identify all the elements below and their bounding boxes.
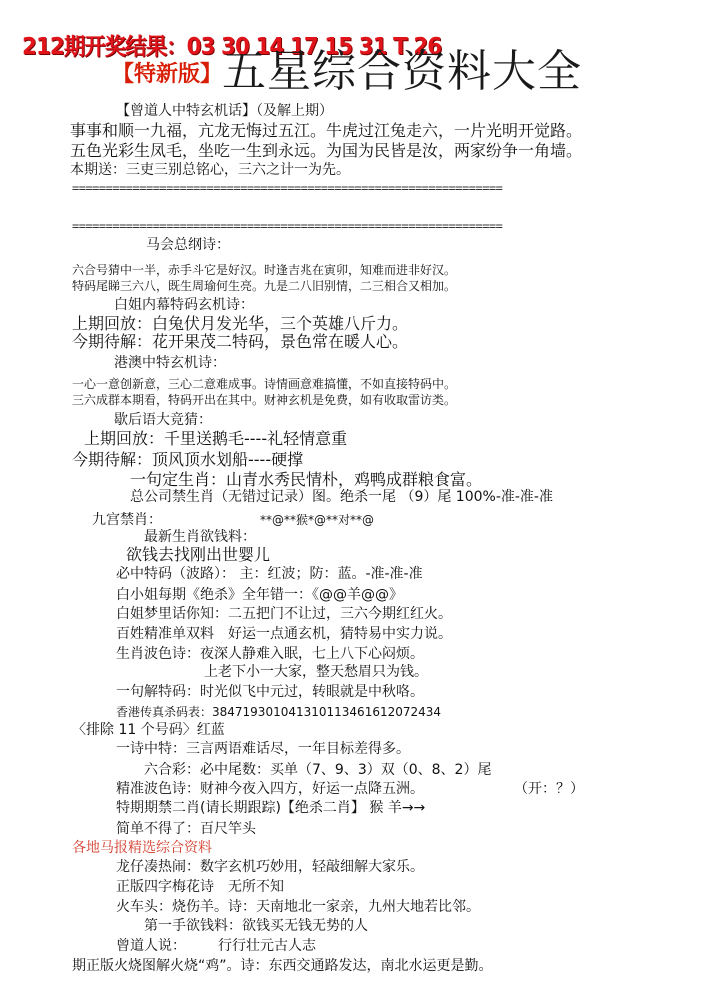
- hint-header: 【曾道人中特玄机话】（及解上期）: [116, 103, 333, 119]
- hint-line-1: 事事和顺一九福，亢龙无悔过五江。牛虎过江兔走六，一片光明开觉路。: [70, 121, 583, 140]
- qian-value: 欲钱去找刚出世婴儿: [126, 545, 271, 564]
- gang-title: 港澳中特玄机诗：: [114, 355, 226, 371]
- shi-line: 一诗中特：三言两语难话尽，一年目标差得多。: [116, 741, 410, 757]
- paichu-line: 〈排除 11 个号码〉红蓝: [72, 722, 225, 738]
- horse-line-2: 特码尾睇三六八，既生周瑜何生亮。九是二八旧别情，二三相合又相加。: [72, 279, 457, 293]
- qian-title: 最新生肖欲钱料：: [144, 529, 256, 545]
- hk-kill-table: 香港传真杀码表：38471930104131011346161207243​4: [116, 705, 442, 719]
- xie-now: 今期待解：顶风顶水划船----硬撑: [72, 450, 304, 469]
- jiugong-label: 九宫禁肖：: [92, 512, 162, 528]
- xiaojie-line: 白小姐每期《绝杀》全年错一：《@@羊@@》: [116, 587, 403, 603]
- longzi-line: 龙仔凑热闹：数字玄机巧妙用，轻敲细解大家乐。: [116, 859, 424, 875]
- zengdao-label: 曾道人说：: [116, 938, 186, 954]
- teqi-line: 特期期禁二肖(请长期跟踪)【绝杀二肖】 猴 羊→→: [116, 800, 426, 816]
- dream-line: 白姐梦里话你知：二五把门不让过，三六今期红红火。: [116, 606, 452, 622]
- huoche-line: 火车头：烧伤羊。诗：天南地北一家亲，九州大地若比邻。: [116, 899, 480, 915]
- hint-line-3: 本期送：三吏三别总铭心，三六之计一为先。: [70, 162, 350, 178]
- bizhong-line: 必中特码（波路）： 主：红波；防：蓝。-准-准-准: [116, 566, 423, 582]
- divider-1: ================================================================: [72, 181, 503, 195]
- edition-badge: 【特新版】: [112, 62, 223, 87]
- bose-line-2: 上老下小一大家，整天愁眉只为钱。: [204, 664, 428, 680]
- xie-prev: 上期回放：千里送鹅毛----礼轻情意重: [84, 429, 348, 448]
- divider-2: ================================================================: [72, 219, 503, 233]
- zhengban-line: 正版四字梅花诗 无所不知: [116, 879, 284, 895]
- kai-note: （开：？）: [514, 781, 584, 797]
- jingzhun-line: 精准波色诗：财神今夜入四方，好运一点降五洲。: [116, 781, 424, 797]
- yiju2-line: 一句解特码：时光似飞中元过，转眼就是中秋咯。: [116, 684, 424, 700]
- jiandan-line: 简单不得了：百尺竿头: [116, 821, 256, 837]
- last-line: 期正版火烧图解火烧“鸡”。诗：东西交通路发达，南北水运更是勤。: [72, 958, 493, 974]
- bose-line-1: 生肖波色诗：夜深人静难入眠，七上八下心闷烦。: [116, 646, 424, 662]
- hint-line-2: 五色光彩生凤毛，坐吃一生到永远。为国为民皆是汝，两家纷争一角墙。: [70, 141, 583, 160]
- zengdao-value: 行行壮元古人志: [218, 938, 316, 954]
- horse-title: 马会总纲诗：: [146, 237, 230, 253]
- bai-now: 今期待解：花开果茂二特码，景色常在暖人心。: [72, 332, 409, 351]
- diyishou-line: 第一手欲钱料：欲钱买无钱无势的人: [144, 918, 368, 934]
- baite-line: 百姓精准单双料 好运一点通玄机，猜特易中实力说。: [116, 626, 452, 642]
- gang-line-1: 一心一意创新意，三心二意难成事。诗情画意难搞懂，不如直接特码中。: [72, 377, 457, 391]
- yiju-line: 一句定生肖：山青水秀民情朴，鸡鸭成群粮食富。: [130, 470, 483, 489]
- jiugong-value: **@**猴*@**对**@: [260, 513, 375, 527]
- draw-result-headline: 212期开奖结果：03 30 14 17 15 31 T 26: [22, 34, 442, 60]
- xie-title: 歇后语大竞猜：: [114, 412, 212, 428]
- gedi-heading: 各地马报精选综合资料: [72, 840, 212, 856]
- liuhe-line: 六合彩：必中尾数：买单（7、9、3）双（0、8、2）尾: [144, 762, 492, 778]
- zong-line: 总公司禁生肖（无错过记录）图。绝杀一尾 （9）尾 100%-准-准-准: [130, 489, 553, 505]
- horse-line-1: 六合号猜中一半，赤手斗它是好汉。时逢吉兆在寅卯，知难而进非好汉。: [72, 263, 457, 277]
- bai-title: 白姐内幕特码玄机诗：: [114, 297, 254, 313]
- bai-prev: 上期回放：白兔伏月发光华，三个英雄八斤力。: [72, 314, 409, 333]
- page-title: 五星综合资料大全: [222, 46, 582, 97]
- gang-line-2: 三六成群本期看，特码开出在其中。财神玄机是免费，如有收取雷访类。: [72, 393, 457, 407]
